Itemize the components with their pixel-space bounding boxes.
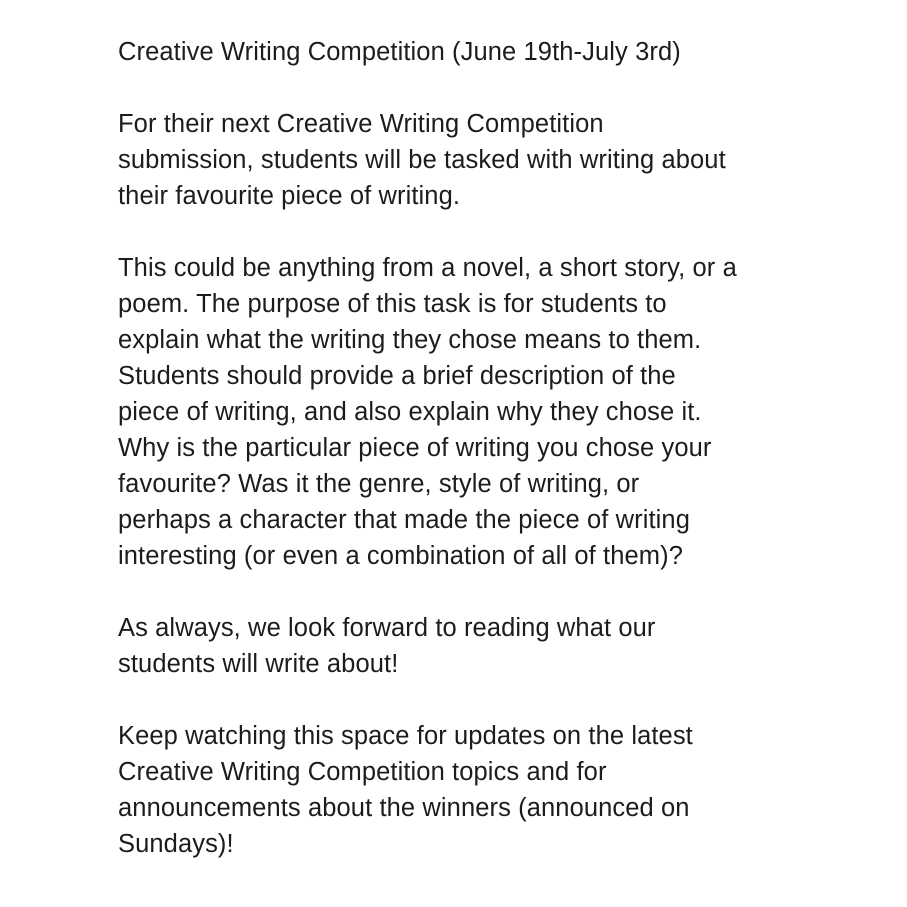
text-line: Why is the particular piece of writing you chose your <box>118 434 712 462</box>
text-line: perhaps a character that made the piece of writing <box>118 506 690 534</box>
text-line: submission, students will be tasked with writing about <box>118 146 726 174</box>
paragraph-updates <box>118 718 838 862</box>
paragraph-closing <box>118 610 838 682</box>
text-line: poem. The purpose of this task is for students to <box>118 290 667 318</box>
text-line: interesting (or even a combination of all of them)? <box>118 542 683 570</box>
text-line: students will write about! <box>118 650 399 678</box>
note-title: Creative Writing Competition (June 19th-July 3rd) <box>118 38 681 66</box>
paragraph-gap <box>118 682 838 718</box>
paragraph-details <box>118 250 838 574</box>
text-line: explain what the writing they chose means to them. <box>118 326 702 354</box>
text-line: This could be anything from a novel, a short story, or a <box>118 254 737 282</box>
paragraph-gap <box>118 70 838 106</box>
text-line: announcements about the winners (announced on <box>118 794 690 822</box>
text-line: piece of writing, and also explain why they chose it. <box>118 398 702 426</box>
text-line: Sundays)! <box>118 830 234 858</box>
text-line: their favourite piece of writing. <box>118 182 461 210</box>
text-line: Creative Writing Competition topics and for <box>118 758 607 786</box>
note-body <box>118 34 838 862</box>
text-line: Students should provide a brief description of the <box>118 362 676 390</box>
paragraph-gap <box>118 214 838 250</box>
text-line: As always, we look forward to reading what our <box>118 614 656 642</box>
text-line: For their next Creative Writing Competition <box>118 110 604 138</box>
paragraph-intro <box>118 106 838 214</box>
text-line: Keep watching this space for updates on the latest <box>118 722 693 750</box>
text-line: favourite? Was it the genre, style of writing, or <box>118 470 640 498</box>
paragraph-gap <box>118 574 838 610</box>
